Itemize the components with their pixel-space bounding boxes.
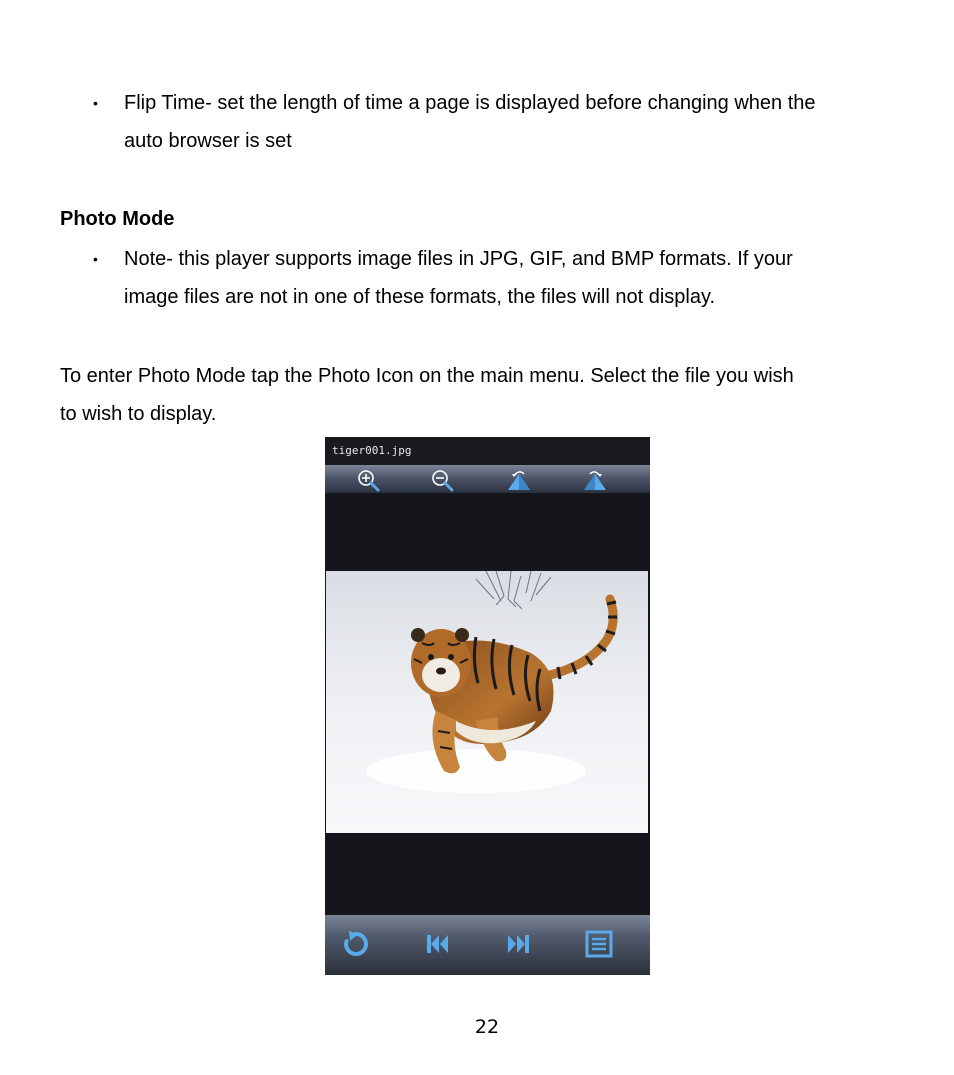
page-number: 22 [474, 1016, 500, 1038]
rotate-right-icon[interactable] [581, 468, 609, 492]
zoom-out-icon[interactable] [430, 468, 456, 492]
bullet-marker: • [93, 251, 98, 267]
tiger-photo [326, 571, 648, 833]
photo-toolbar [325, 465, 650, 493]
playback-bar [325, 915, 650, 975]
previous-icon[interactable] [425, 931, 451, 957]
enter-photo-line-1: To enter Photo Mode tap the Photo Icon on the main menu. Select the file you wish [60, 365, 794, 387]
bullet-marker: • [93, 95, 98, 111]
flip-time-line-2: auto browser is set [124, 130, 292, 152]
next-icon[interactable] [505, 931, 531, 957]
rotate-left-icon[interactable] [505, 468, 533, 492]
file-name-bar: tiger001.jpg [325, 437, 650, 465]
zoom-in-icon[interactable] [356, 468, 382, 492]
device-screenshot [325, 437, 650, 975]
note-line-2: image files are not in one of these formats, the files will not display. [124, 286, 716, 308]
refresh-icon[interactable] [341, 929, 371, 959]
note-line-1: Note- this player supports image files in JPG, GIF, and BMP formats. If your [124, 248, 793, 270]
photo-mode-heading: Photo Mode [60, 208, 175, 230]
flip-time-line-1: Flip Time- set the length of time a page is displayed before changing when the [124, 92, 816, 114]
menu-icon[interactable] [584, 929, 614, 959]
enter-photo-line-2: to wish to display. [60, 403, 217, 425]
